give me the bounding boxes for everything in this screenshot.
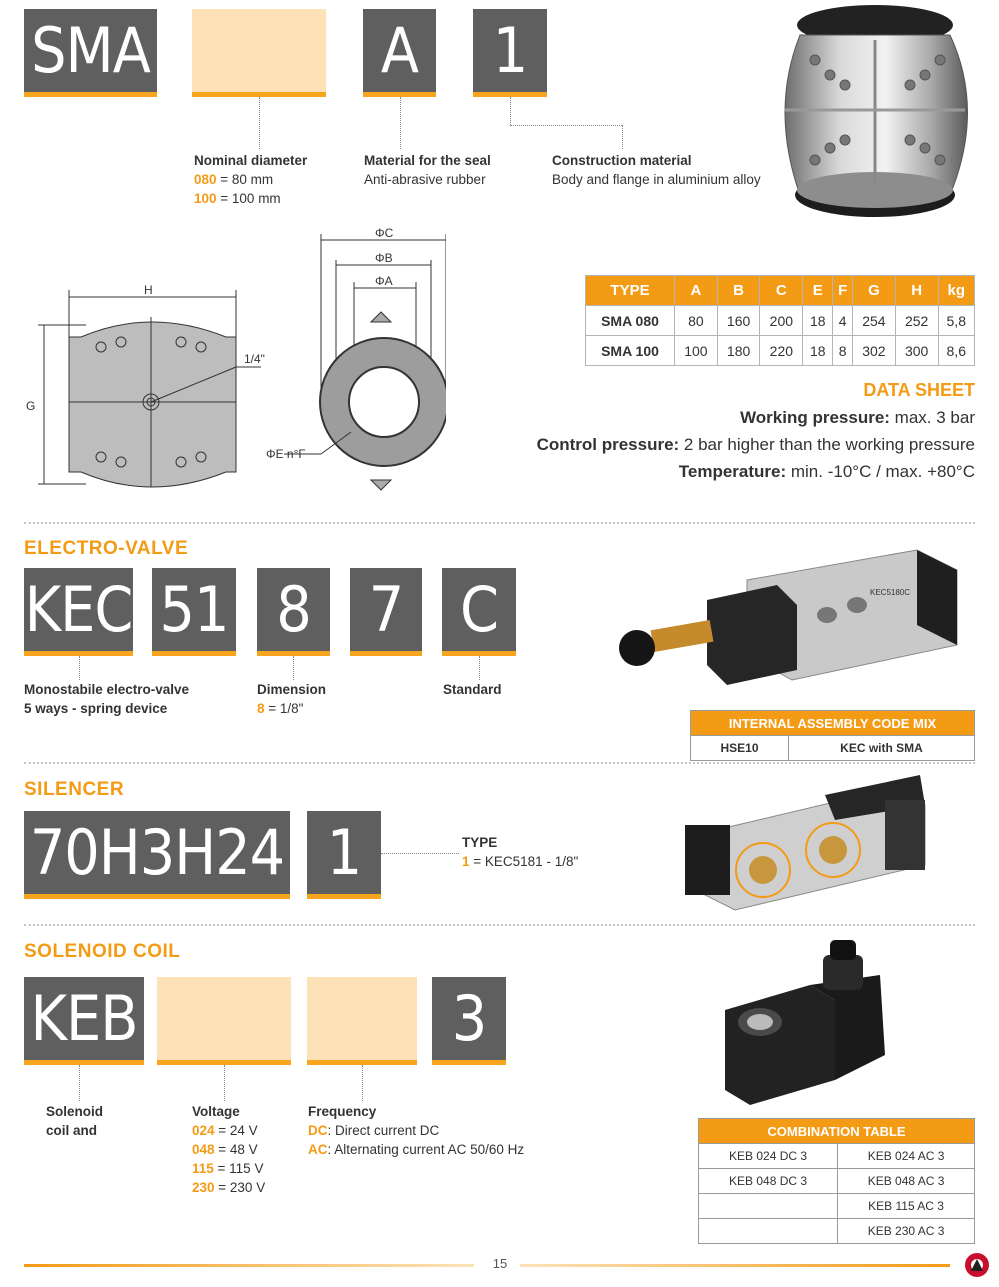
standard-code-box	[442, 568, 516, 656]
connector	[510, 125, 622, 126]
voltage-text: = 24 V	[214, 1123, 258, 1138]
frequency-text: : Alternating current AC 50/60 Hz	[327, 1142, 525, 1157]
th-h: H	[895, 276, 938, 306]
combination-header: COMBINATION TABLE	[699, 1119, 975, 1144]
connector	[79, 656, 80, 680]
cell: 200	[760, 306, 803, 336]
connector	[79, 1065, 80, 1101]
voltage-label	[192, 1102, 265, 1197]
connector	[293, 656, 294, 680]
th-c: C	[760, 276, 803, 306]
voltage-box	[157, 977, 291, 1065]
silencer-type-label	[462, 833, 578, 871]
page-number: 15	[492, 1256, 508, 1271]
cell: KEB 048 AC 3	[838, 1169, 975, 1194]
option-code: 080	[194, 172, 217, 187]
electro-valve-title: ELECTRO-VALVE	[24, 538, 189, 559]
data-sheet	[537, 377, 975, 485]
temperature-label: Temperature:	[678, 462, 787, 481]
section-divider	[24, 522, 975, 524]
silencer-type-title: TYPE	[462, 835, 498, 850]
data-sheet-title: DATA SHEET	[863, 380, 975, 400]
cell-type: SMA 100	[586, 336, 675, 366]
table-row	[699, 1144, 975, 1169]
cell: 8,6	[938, 336, 974, 366]
cell: KEB 115 AC 3	[838, 1194, 975, 1219]
sma-code-text: SMA	[31, 14, 150, 87]
connector	[622, 125, 623, 149]
section-divider	[24, 762, 975, 764]
working-pressure-label: Working pressure:	[740, 408, 890, 427]
connector	[510, 97, 511, 125]
th-b: B	[717, 276, 760, 306]
internal-header: INTERNAL ASSEMBLY CODE MIX	[691, 711, 975, 736]
cell: 18	[803, 336, 833, 366]
cell: 18	[803, 306, 833, 336]
nominal-diameter-label	[194, 151, 307, 208]
cell: 80	[675, 306, 718, 336]
voltage-code: 048	[192, 1142, 215, 1157]
table-row	[691, 736, 975, 761]
cell: 8	[833, 336, 853, 366]
cell-type: SMA 080	[586, 306, 675, 336]
table-row	[699, 1219, 975, 1244]
silencer-option-text: = KEC5181 - 1/8"	[469, 854, 579, 869]
keb-code-box	[24, 977, 144, 1065]
mono-valve-label	[24, 680, 189, 718]
temperature	[537, 458, 975, 485]
seal-text: Anti-abrasive rubber	[364, 172, 486, 187]
working-pressure-value: max. 3 bar	[889, 408, 975, 427]
section-divider	[24, 924, 975, 926]
dimension-code: 8	[276, 573, 311, 646]
keb-code: KEB	[30, 982, 138, 1055]
table-row	[586, 336, 975, 366]
th-type: TYPE	[586, 276, 675, 306]
sma-material-box	[473, 9, 547, 97]
dimension-title: Dimension	[257, 682, 327, 697]
dimension-code-box	[257, 568, 330, 656]
footer-line-right	[520, 1264, 950, 1267]
voltage-text: = 48 V	[214, 1142, 258, 1157]
silencer-type-code: 1	[326, 816, 362, 889]
sma-diameter-box	[192, 9, 326, 97]
frequency-code: DC	[308, 1123, 328, 1138]
ways-code-box	[152, 568, 236, 656]
solenoid-title: SOLENOID COIL	[24, 941, 181, 962]
sma-material-code: 1	[492, 14, 528, 87]
sma-valve-photo	[770, 0, 985, 230]
coil-code: 3	[451, 982, 487, 1055]
sma-seal-box	[363, 9, 436, 97]
seven-code: 7	[368, 573, 404, 646]
seal-material-label	[364, 151, 491, 189]
footer-line-left	[24, 1264, 474, 1267]
voltage-code: 024	[192, 1123, 215, 1138]
cell: 252	[895, 306, 938, 336]
sma-code-box	[24, 9, 157, 97]
valve-label: KEC5180C	[870, 588, 911, 597]
th-g: G	[853, 276, 896, 306]
cell: 4	[833, 306, 853, 336]
voltage-text: = 230 V	[214, 1180, 266, 1195]
dimension-option-code: 8	[257, 701, 265, 716]
coil-label	[46, 1102, 103, 1140]
frequency-code: AC	[308, 1142, 328, 1157]
electro-valve-photo	[612, 530, 972, 705]
dim-phi-e-label: ΦE n°F	[266, 447, 306, 461]
frequency-text: : Direct current DC	[327, 1123, 440, 1138]
dim-quarter-label: 1/4"	[244, 352, 265, 366]
frequency-box	[307, 977, 417, 1065]
silencer-photo	[685, 775, 975, 915]
cell: 5,8	[938, 306, 974, 336]
dimension-label	[257, 680, 326, 718]
nominal-diameter-title: Nominal diameter	[194, 153, 308, 168]
cell	[699, 1219, 838, 1244]
th-f: F	[833, 276, 853, 306]
solenoid-coil-photo	[715, 940, 895, 1110]
connector	[224, 1065, 225, 1101]
silencer-option-code: 1	[462, 854, 470, 869]
cell: 180	[717, 336, 760, 366]
silencer-code: 70H3H24	[29, 816, 285, 889]
cell: 254	[853, 306, 896, 336]
coil-code-box	[432, 977, 506, 1065]
cell: KEB 024 AC 3	[838, 1144, 975, 1169]
silencer-title: SILENCER	[24, 779, 125, 800]
cell: KEB 230 AC 3	[838, 1219, 975, 1244]
coil-line2: coil and	[46, 1123, 98, 1138]
table-row	[699, 1169, 975, 1194]
control-pressure	[537, 431, 975, 458]
brand-logo-icon	[962, 1251, 992, 1279]
control-pressure-label: Control pressure:	[536, 435, 680, 454]
connector	[362, 1065, 363, 1101]
sma-technical-drawing	[26, 222, 446, 512]
cell: 302	[853, 336, 896, 366]
dim-g-label: G	[26, 399, 36, 413]
table-header-row	[586, 276, 975, 306]
dim-phi-c-label: ΦC	[375, 226, 394, 240]
working-pressure	[537, 404, 975, 431]
sma-seal-code: A	[380, 14, 419, 87]
seven-code-box	[350, 568, 422, 656]
construction-title: Construction material	[552, 153, 692, 168]
cell: 300	[895, 336, 938, 366]
cell: KEB 024 DC 3	[699, 1144, 838, 1169]
cell: 100	[675, 336, 718, 366]
construction-material-label	[552, 151, 761, 189]
cell	[699, 1194, 838, 1219]
option-text: = 80 mm	[216, 172, 274, 187]
control-pressure-value: 2 bar higher than the working pressure	[679, 435, 975, 454]
ways-code: 51	[159, 573, 229, 646]
frequency-title: Frequency	[308, 1104, 377, 1119]
seal-title: Material for the seal	[364, 153, 491, 168]
connector	[381, 853, 459, 854]
dimension-option-text: = 1/8"	[264, 701, 304, 716]
th-a: A	[675, 276, 718, 306]
option-code: 100	[194, 191, 217, 206]
cell: 220	[760, 336, 803, 366]
internal-assembly-table	[690, 710, 975, 761]
sma-dimensions-table	[585, 275, 975, 366]
cell: 160	[717, 306, 760, 336]
standard-text: Standard	[443, 682, 502, 697]
dim-phi-a-label: ΦA	[375, 274, 393, 288]
combination-table	[698, 1118, 975, 1244]
connector	[479, 656, 480, 680]
voltage-text: = 115 V	[213, 1161, 264, 1176]
mono-line2: 5 ways - spring device	[24, 701, 168, 716]
temperature-value: min. -10°C / max. +80°C	[786, 462, 975, 481]
standard-code: C	[460, 573, 498, 646]
construction-text: Body and flange in aluminium alloy	[552, 172, 761, 187]
silencer-type-box	[307, 811, 381, 899]
coil-line1: Solenoid	[46, 1104, 103, 1119]
connector	[259, 97, 260, 149]
dim-phi-b-label: ΦB	[375, 251, 393, 265]
dim-h-label: H	[144, 283, 153, 297]
kec-code-box	[24, 568, 133, 656]
silencer-code-box	[24, 811, 290, 899]
mono-line1: Monostabile electro-valve	[24, 682, 190, 697]
option-text: = 100 mm	[216, 191, 281, 206]
standard-label	[443, 680, 502, 699]
voltage-title: Voltage	[192, 1104, 240, 1119]
cell: KEB 048 DC 3	[699, 1169, 838, 1194]
frequency-label	[308, 1102, 524, 1159]
th-kg: kg	[938, 276, 974, 306]
th-e: E	[803, 276, 833, 306]
voltage-code: 115	[192, 1161, 214, 1176]
internal-desc: KEC with SMA	[789, 736, 975, 761]
table-row	[586, 306, 975, 336]
internal-code: HSE10	[691, 736, 789, 761]
kec-code: KEC	[24, 573, 133, 646]
connector	[400, 97, 401, 149]
voltage-code: 230	[192, 1180, 215, 1195]
table-row	[699, 1194, 975, 1219]
